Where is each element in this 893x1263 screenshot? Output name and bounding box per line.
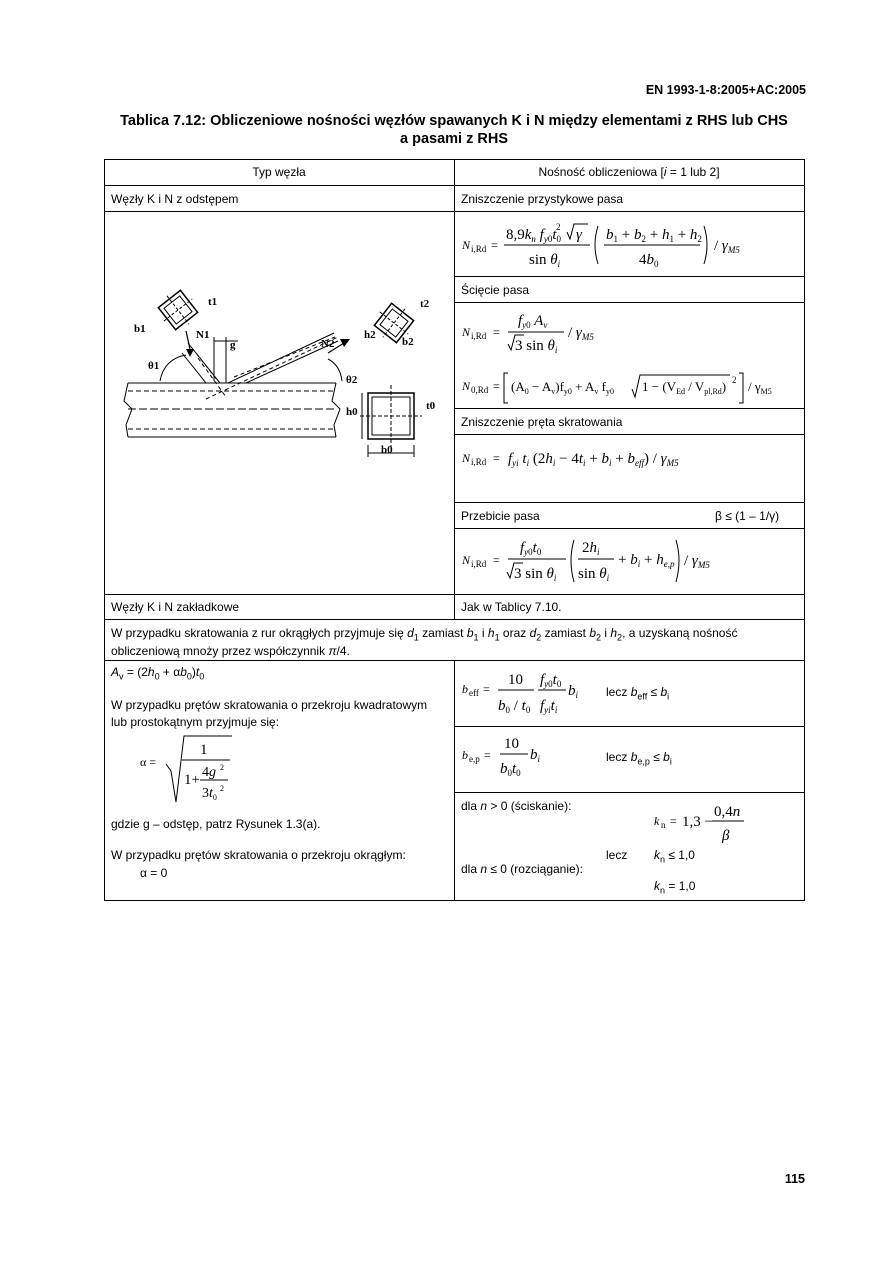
svg-text:2hi: $2h_i$ <box>582 540 600 557</box>
svg-text:fy0t0: $f_y0t_0$ <box>540 672 562 689</box>
square-brace-note: W przypadku prętów skratowania o przekroju kwadratowym lub prostokątnym przyjmuje się: <box>111 698 428 729</box>
svg-text:b: b <box>462 682 468 696</box>
svg-text:i,Rd: i,Rd <box>471 457 487 467</box>
kn-compression-formula <box>654 798 754 846</box>
svg-text:4b0: $4b_0$ <box>639 252 659 269</box>
svg-text:1: 1 <box>200 742 208 758</box>
circular-brace-note: W przypadku prętów skratowania o przekroju okrągłym: <box>111 848 406 862</box>
svg-text:N: N <box>462 325 471 339</box>
col-resistance-header: Nośność obliczeniowa [i = 1 lub 2] <box>538 165 720 179</box>
svg-text:1,3 −: 1,3 − <box>682 814 713 830</box>
col-type-header: Typ węzła <box>252 165 306 179</box>
svg-text:b0 / t0: $b_0 / t_0$ <box>498 698 531 715</box>
svg-text:b: b <box>462 748 468 762</box>
svg-text:fy0 Av: $f_y0$ $A_v$ <box>518 313 548 330</box>
label-theta1: θ1 <box>148 360 160 372</box>
label-b0: b0 <box>381 444 393 456</box>
formula-chord-face <box>456 212 802 276</box>
svg-text:/ γM5: / $\gamma_{M5}$ <box>748 379 772 396</box>
label-N1: N1 <box>196 329 210 341</box>
punching-shear-label: Przebicie pasa <box>461 509 540 523</box>
svg-text:bi: $b_i$ <box>568 683 579 700</box>
lecz-label: lecz <box>606 848 628 862</box>
label-g: g <box>230 339 236 351</box>
formula-chord-shear-n0 <box>456 365 802 407</box>
av-formula: $A_v = (2h_0 + \alpha b_0)t_0$ <box>111 665 205 682</box>
svg-text:sin θi: $\sin \theta_i$ <box>529 252 561 269</box>
bep-condition: lecz $b_{e,p} \le b_i$ <box>606 750 672 767</box>
svg-text:3 sin θi: 3 $\sin \theta_i$ <box>514 566 557 583</box>
svg-text:k: k <box>654 814 660 828</box>
brace-1 <box>182 353 206 383</box>
svg-text:+ bi + he,p: + $b_i + h_{e,p}$ <box>618 552 675 569</box>
svg-text:N: N <box>462 379 471 393</box>
svg-text:=: = <box>493 553 500 567</box>
svg-text:=: = <box>670 814 677 828</box>
svg-text:=: = <box>493 379 500 393</box>
title-line-2: a pasami z RHS <box>400 131 508 147</box>
label-theta2: θ2 <box>346 374 358 386</box>
label-b2: b2 <box>402 336 414 348</box>
chs-note: W przypadku skratowania z rur okrągłych przyjmuje się $d_1$ zamiast $b_1$ i $h_1$ oraz $d_2$ zamiast $b_2$ i $h_2$, a uzyskaną nośność obliczeniową mnoży przez współczynnik π/4. <box>111 626 738 659</box>
svg-text:fy0t0: $f_y0t_0$ <box>520 540 542 557</box>
svg-text:0,Rd: 0,Rd <box>471 385 489 395</box>
svg-text:bi: $b_i$ <box>530 747 541 764</box>
svg-text:(A0 − Av)fy0 + Av fy0: $(A_0 - A_v)f_{y0} + A_v$ $f_{y0}$ <box>511 379 615 396</box>
svg-text:=: = <box>493 325 500 339</box>
svg-text:fyiti: $f_{yi}t_i$ <box>540 698 558 715</box>
chord-face-failure-label: Zniszczenie przystykowe pasa <box>461 192 624 206</box>
svg-text:i,Rd: i,Rd <box>471 331 487 341</box>
svg-text:b0t0: $b_0t_0$ <box>500 761 521 778</box>
brace-failure-label: Zniszczenie pręta skratowania <box>461 415 623 429</box>
alpha-zero: α = 0 <box>140 866 168 880</box>
label-t2: t2 <box>420 298 430 310</box>
page-number: 115 <box>784 1172 805 1186</box>
kn-one: $k_n = 1,0$ <box>654 879 696 896</box>
label-b1: b1 <box>134 323 146 335</box>
title-line-1: Tablica 7.12: Obliczeniowe nośności węzłów spawanych K i N między elementami z RHS lub CHS <box>120 113 788 129</box>
svg-text:0,4n: 0,4n <box>714 804 741 820</box>
beff-condition: lecz $b_{eff} \le b_i$ <box>606 685 670 702</box>
svg-text:10: 10 <box>508 672 523 688</box>
kn-max: $k_n \le 1,0$ <box>654 848 695 865</box>
svg-text:fyi ti (2hi − 4ti + bi + beff): $f_{yi}$ $t_i$ $(2h_i - 4t_i + b_i + b_{eff}) / \gamma_{M5}$ <box>508 451 679 468</box>
n-positive-label: dla n > 0 (ściskanie): <box>461 799 572 813</box>
svg-text:/ γM5: / $\gamma_{M5}$ <box>714 238 740 255</box>
svg-text:1 − (VEd / Vpl,Rd): $1 - (V_{Ed} / V_{pl,Rd})$ <box>642 379 727 396</box>
svg-text:=: = <box>484 748 491 762</box>
overlap-reference: Jak w Tablicy 7.10. <box>461 600 562 614</box>
label-h0: h0 <box>346 406 358 418</box>
svg-text:2: 2 <box>732 375 737 385</box>
gap-joint-label: Węzły K i N z odstępem <box>111 192 239 206</box>
svg-text:γ: γ <box>576 227 582 243</box>
punching-condition: β ≤ (1 – 1/γ) <box>715 509 780 523</box>
alpha-formula <box>140 734 250 808</box>
formula-chord-shear-ni <box>456 303 802 361</box>
svg-text:/ γM5: / $\gamma_{M5}$ <box>568 325 594 342</box>
overlap-joint-label: Węzły K i N zakładkowe <box>111 600 240 614</box>
chord-shear-label: Ścięcie pasa <box>461 283 530 297</box>
svg-text:10: 10 <box>504 736 519 752</box>
svg-text:β: β <box>722 828 730 844</box>
document-id: EN 1993-1-8:2005+AC:2005 <box>645 83 806 97</box>
formula-brace-failure <box>456 436 802 476</box>
svg-text:/ γM5: / $\gamma_{M5}$ <box>684 553 710 570</box>
svg-text:=: = <box>493 451 500 465</box>
svg-text:=: = <box>491 238 498 252</box>
svg-text:=: = <box>483 682 490 696</box>
svg-text:sin θi: $\sin \theta_i$ <box>578 566 610 583</box>
svg-text:N: N <box>462 451 471 465</box>
label-N2: N2 <box>321 338 335 350</box>
svg-text:e,p: e,p <box>469 754 480 764</box>
gap-note: gdzie g – odstęp, patrz Rysunek 1.3(a). <box>111 817 321 831</box>
svg-text:n: n <box>661 820 666 830</box>
svg-text:4g: 4g <box>202 765 216 780</box>
k-joint-diagram <box>106 213 452 593</box>
svg-text:1+: 1+ <box>184 772 200 788</box>
svg-text:N: N <box>462 238 471 252</box>
svg-text:i,Rd: i,Rd <box>471 244 487 254</box>
label-t0: t0 <box>426 400 436 412</box>
svg-text:2: 2 <box>220 763 224 772</box>
svg-text:3t0: $3t_0$ <box>202 786 217 802</box>
formula-punching-shear <box>456 530 802 592</box>
bep-formula <box>456 728 596 790</box>
table-title <box>104 112 804 148</box>
svg-text:8,9kn fy0t0: $8,9k_n$ $f_y0t_0$ <box>506 227 562 244</box>
label-t1: t1 <box>208 296 218 308</box>
svg-text:i,Rd: i,Rd <box>471 559 487 569</box>
svg-text:2: 2 <box>220 784 224 793</box>
svg-text:2: 2 <box>556 222 561 232</box>
beff-formula <box>456 662 616 724</box>
svg-text:b1 + b2 + h1 + h2: $b_1 + b_2 + h_1 + h_2$ <box>606 227 702 244</box>
svg-text:N: N <box>462 553 471 567</box>
n-negative-label: dla n ≤ 0 (rozciąganie): <box>461 862 584 876</box>
svg-text:eff: eff <box>469 688 479 698</box>
svg-text:α =: α = <box>140 755 157 769</box>
svg-text:3 sin θi: 3 $\sin \theta_i$ <box>515 338 558 355</box>
label-h2: h2 <box>364 329 376 341</box>
